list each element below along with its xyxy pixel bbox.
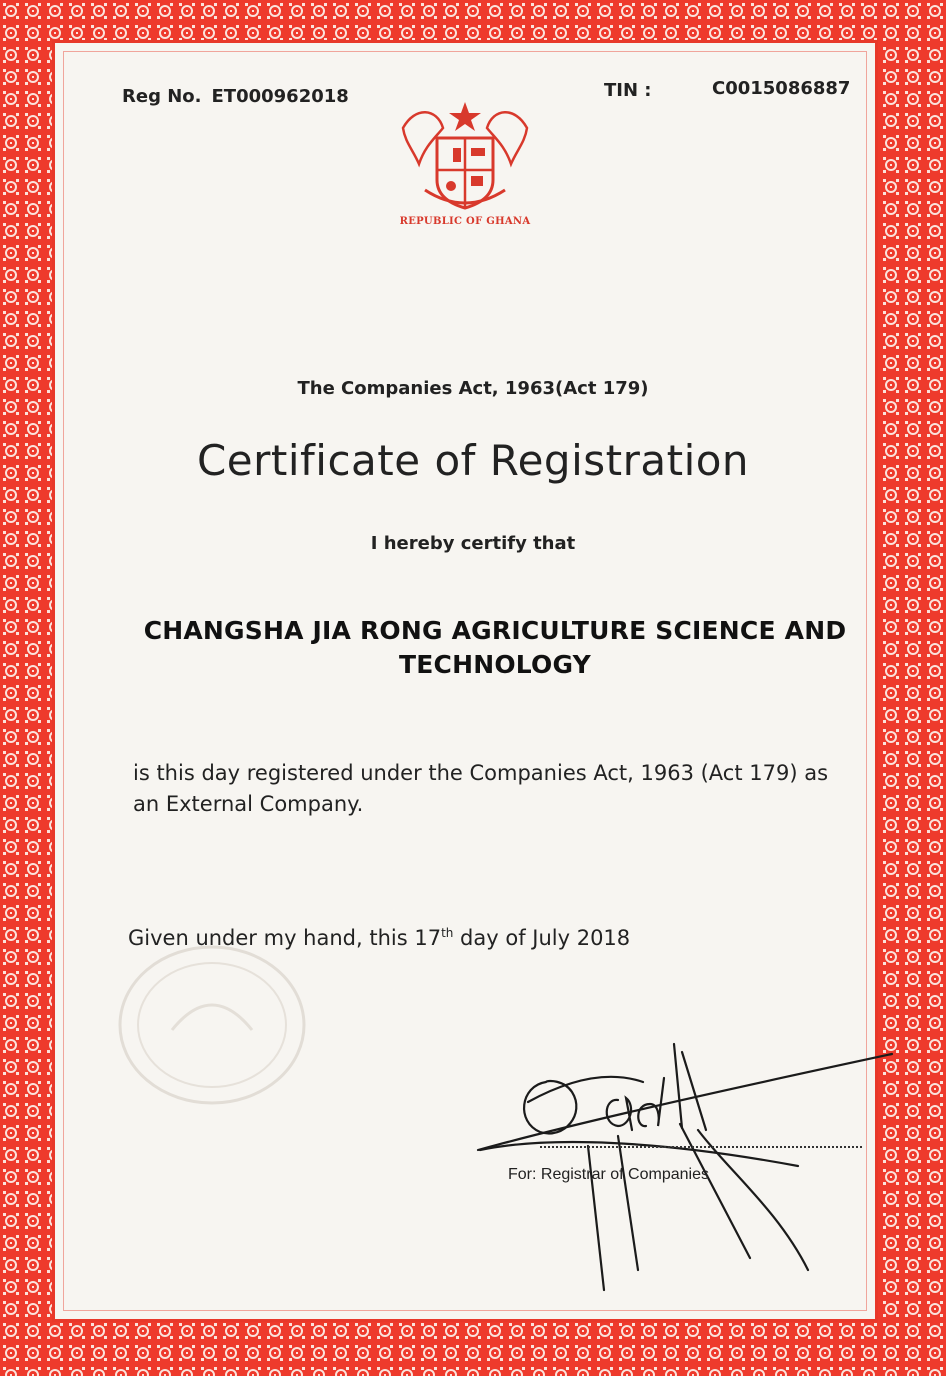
given-suffix: day of July 2018 [453,926,631,950]
reg-label: Reg No. [122,86,202,107]
emblem-caption: REPUBLIC OF GHANA [399,216,531,227]
act-line: The Companies Act, 1963(Act 179) [297,378,649,399]
coat-of-arms [385,98,545,236]
reg-number-line [122,86,349,107]
tin-label: TIN : [604,80,652,101]
signatory-label: For: Registrar of Companies [508,1166,709,1183]
tin-value: C0015086887 [712,78,851,99]
embossed-seal [112,940,312,1110]
signature-line [540,1146,862,1148]
certify-line: I hereby certify that [370,533,576,554]
given-ordinal: th [441,926,454,940]
given-prefix: Given under my hand, this 17 [128,926,442,950]
ghana-coat-of-arms-icon [385,98,545,216]
certificate-title: Certificate of Registration [196,436,750,485]
company-name: CHANGSHA JIA RONG AGRICULTURE SCIENCE AND TECHNOLOGY [143,616,847,679]
reg-number: ET000962018 [211,86,349,107]
registration-statement: is this day registered under the Companies Act, 1963 (Act 179) as an External Company. [133,761,829,816]
